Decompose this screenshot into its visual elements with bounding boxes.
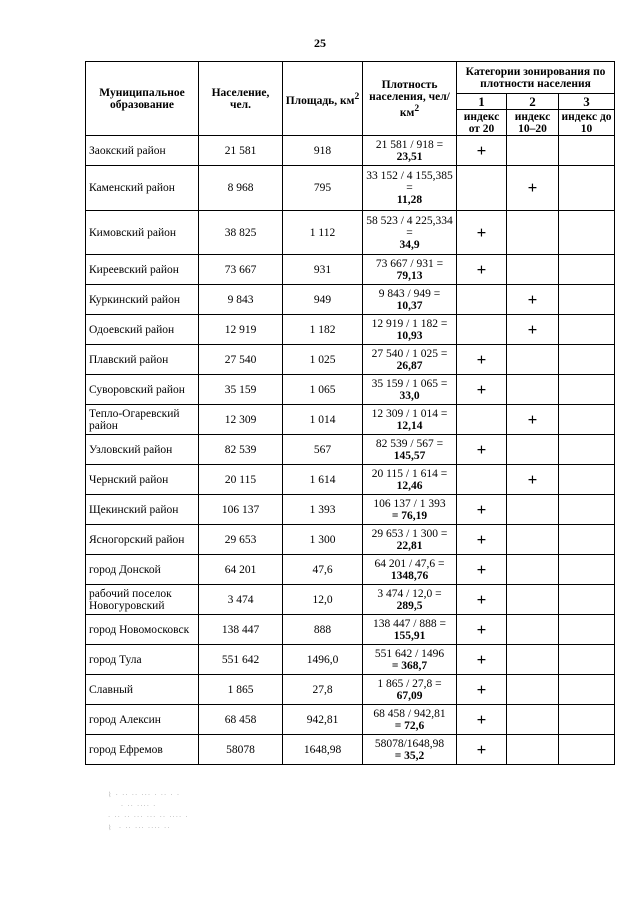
- table-row: [86, 345, 615, 375]
- density-cell: [363, 615, 457, 645]
- population-cell: 12 919: [199, 315, 283, 345]
- category-1-mark: +: [457, 735, 507, 765]
- category-2-mark: +: [507, 285, 559, 315]
- municipality-cell: город Новомосковск: [86, 615, 199, 645]
- density-formula: 33 152 / 4 155,385 =: [366, 170, 453, 194]
- table-row: [86, 211, 615, 255]
- category-3-mark: [559, 645, 615, 675]
- density-formula: 12 309 / 1 014 =: [371, 407, 448, 420]
- population-cell: 551 642: [199, 645, 283, 675]
- density-value: 155,91: [393, 629, 426, 642]
- municipality-cell: Заокский район: [86, 136, 199, 166]
- table-row: [86, 675, 615, 705]
- density-value: 10,37: [396, 299, 423, 312]
- area-cell: 918: [283, 136, 363, 166]
- population-cell: 8 968: [199, 166, 283, 211]
- table-row: [86, 255, 615, 285]
- area-cell: 888: [283, 615, 363, 645]
- area-cell: 795: [283, 166, 363, 211]
- category-1-mark: +: [457, 675, 507, 705]
- density-cell: [363, 735, 457, 765]
- category-2-mark: [507, 705, 559, 735]
- area-cell: 931: [283, 255, 363, 285]
- category-3-mark: [559, 495, 615, 525]
- density-formula: 20 115 / 1 614 =: [371, 467, 448, 480]
- density-cell: [363, 315, 457, 345]
- density-value: 145,57: [393, 449, 426, 462]
- category-1-mark: [457, 166, 507, 211]
- density-cell: [363, 211, 457, 255]
- table-row: [86, 735, 615, 765]
- population-cell: 3 474: [199, 585, 283, 615]
- table-row: [86, 555, 615, 585]
- table-row: [86, 315, 615, 345]
- category-2-mark: +: [507, 405, 559, 435]
- density-value: 33,0: [399, 389, 420, 402]
- density-value: 34,9: [399, 238, 420, 251]
- area-cell: 1 065: [283, 375, 363, 405]
- density-formula: 12 919 / 1 182 =: [371, 317, 448, 330]
- municipality-cell: город Тула: [86, 645, 199, 675]
- density-formula: 138 447 / 888 =: [373, 617, 446, 630]
- density-formula: 29 653 / 1 300 =: [371, 527, 448, 540]
- category-3-mark: [559, 345, 615, 375]
- density-value: = 35,2: [394, 749, 425, 762]
- density-value: 22,81: [396, 539, 423, 552]
- municipality-cell: Суворовский район: [86, 375, 199, 405]
- density-value: = 76,19: [391, 509, 428, 522]
- density-cell: [363, 285, 457, 315]
- municipality-cell: Узловский район: [86, 435, 199, 465]
- density-formula: 58 523 / 4 225,334 =: [366, 214, 453, 239]
- category-3-mark: [559, 705, 615, 735]
- density-cell: [363, 375, 457, 405]
- density-formula: 27 540 / 1 025 =: [371, 347, 448, 360]
- category-2-mark: [507, 435, 559, 465]
- municipality-cell: Щекинский район: [86, 495, 199, 525]
- category-2-mark: [507, 375, 559, 405]
- area-cell: 949: [283, 285, 363, 315]
- category-1-mark: +: [457, 211, 507, 255]
- area-cell: 1 393: [283, 495, 363, 525]
- density-cell: [363, 166, 457, 211]
- category-1-mark: +: [457, 555, 507, 585]
- population-cell: 9 843: [199, 285, 283, 315]
- table-row: [86, 166, 615, 211]
- category-2-mark: +: [507, 465, 559, 495]
- population-cell: 106 137: [199, 495, 283, 525]
- category-1-mark: +: [457, 435, 507, 465]
- header-area: Площадь, $км^2$: [283, 62, 363, 136]
- population-cell: 27 540: [199, 345, 283, 375]
- population-cell: 58078: [199, 735, 283, 765]
- density-value: 11,28: [396, 194, 423, 206]
- density-value: 10,93: [396, 329, 423, 342]
- density-cell: [363, 465, 457, 495]
- municipality-cell: Славный: [86, 675, 199, 705]
- municipality-cell: город Донской: [86, 555, 199, 585]
- municipality-cell: Одоевский район: [86, 315, 199, 345]
- category-3-mark: [559, 525, 615, 555]
- density-value: 1348,76: [390, 569, 429, 582]
- area-cell: 47,6: [283, 555, 363, 585]
- density-cell: [363, 645, 457, 675]
- density-cell: [363, 136, 457, 166]
- table-row: [86, 375, 615, 405]
- table-row: [86, 615, 615, 645]
- area-cell: 1 025: [283, 345, 363, 375]
- table-row: [86, 585, 615, 615]
- municipality-cell: Куркинский район: [86, 285, 199, 315]
- category-3-mark: [559, 211, 615, 255]
- category-2-mark: [507, 345, 559, 375]
- density-formula: 82 539 / 567 =: [375, 437, 444, 450]
- population-cell: 12 309: [199, 405, 283, 435]
- table-row: [86, 136, 615, 166]
- area-cell: 1496,0: [283, 645, 363, 675]
- header-municipality: Муниципальное образование: [86, 62, 199, 136]
- category-2-mark: [507, 136, 559, 166]
- population-cell: 82 539: [199, 435, 283, 465]
- area-cell: 12,0: [283, 585, 363, 615]
- category-1-mark: +: [457, 705, 507, 735]
- density-value: = 368,7: [391, 659, 428, 672]
- municipality-cell: Тепло-Огаревский район: [86, 405, 199, 435]
- table-row: [86, 495, 615, 525]
- category-3-mark: [559, 285, 615, 315]
- page-number: 25: [314, 36, 326, 50]
- population-cell: 21 581: [199, 136, 283, 166]
- population-cell: 38 825: [199, 211, 283, 255]
- category-2-mark: [507, 735, 559, 765]
- category-2-mark: [507, 615, 559, 645]
- density-cell: [363, 345, 457, 375]
- header-cat-1: 1: [457, 94, 507, 110]
- category-3-mark: [559, 555, 615, 585]
- density-value: 79,13: [396, 269, 423, 282]
- density-table: [85, 61, 615, 765]
- category-1-mark: [457, 285, 507, 315]
- municipality-cell: Каменский район: [86, 166, 199, 211]
- density-cell: [363, 525, 457, 555]
- area-cell: 27,8: [283, 675, 363, 705]
- population-cell: 20 115: [199, 465, 283, 495]
- density-formula: 551 642 / 1496: [374, 647, 445, 660]
- category-3-mark: [559, 615, 615, 645]
- density-formula: 68 458 / 942,81: [373, 707, 446, 720]
- density-value: 12,46: [396, 479, 423, 492]
- density-cell: [363, 405, 457, 435]
- category-2-mark: [507, 675, 559, 705]
- municipality-cell: город Алексин: [86, 705, 199, 735]
- table-row: [86, 705, 615, 735]
- signature-stamp: ⌇ · ·· ·· ··· · ·· · · · ·· ···· · · ·· ·· ··· ··· ·· ···· · ⌇ · ·· ··· ···· ··: [108, 791, 189, 832]
- category-2-mark: [507, 555, 559, 585]
- density-cell: [363, 705, 457, 735]
- density-value: 67,09: [396, 689, 423, 702]
- municipality-cell: город Ефремов: [86, 735, 199, 765]
- area-cell: 1648,98: [283, 735, 363, 765]
- table-row: [86, 465, 615, 495]
- category-1-mark: +: [457, 615, 507, 645]
- density-value: = 72,6: [394, 719, 425, 732]
- density-cell: [363, 585, 457, 615]
- density-value: 23,51: [396, 150, 423, 163]
- population-cell: 68 458: [199, 705, 283, 735]
- density-formula: 73 667 / 931 =: [375, 257, 444, 270]
- category-1-mark: [457, 465, 507, 495]
- category-3-mark: [559, 255, 615, 285]
- header-density: Плотность населения, чел/$км^2$: [363, 62, 457, 136]
- area-cell: 567: [283, 435, 363, 465]
- category-1-mark: +: [457, 495, 507, 525]
- category-1-mark: +: [457, 525, 507, 555]
- municipality-cell: Плавский район: [86, 345, 199, 375]
- table-row: [86, 405, 615, 435]
- category-3-mark: [559, 136, 615, 166]
- municipality-cell: Чернский район: [86, 465, 199, 495]
- density-formula: 9 843 / 949 =: [378, 287, 441, 300]
- area-cell: 1 300: [283, 525, 363, 555]
- category-1-mark: +: [457, 136, 507, 166]
- category-3-mark: [559, 405, 615, 435]
- density-value: 12,14: [396, 419, 423, 432]
- area-cell: 942,81: [283, 705, 363, 735]
- area-cell: 1 014: [283, 405, 363, 435]
- category-2-mark: [507, 495, 559, 525]
- header-cat-1-label: индекс от 20: [457, 110, 507, 136]
- municipality-cell: Киреевский район: [86, 255, 199, 285]
- category-3-mark: [559, 375, 615, 405]
- category-1-mark: +: [457, 585, 507, 615]
- density-formula: 1 865 / 27,8 =: [377, 677, 442, 690]
- population-cell: 73 667: [199, 255, 283, 285]
- municipality-cell: Кимовский район: [86, 211, 199, 255]
- category-1-mark: [457, 405, 507, 435]
- category-2-mark: [507, 255, 559, 285]
- category-2-mark: +: [507, 166, 559, 211]
- category-1-mark: +: [457, 645, 507, 675]
- header-cat-3-label: индекс до 10: [559, 110, 615, 136]
- population-cell: 35 159: [199, 375, 283, 405]
- category-2-mark: [507, 585, 559, 615]
- category-1-mark: +: [457, 255, 507, 285]
- header-cat-3: 3: [559, 94, 615, 110]
- category-3-mark: [559, 585, 615, 615]
- population-cell: 29 653: [199, 525, 283, 555]
- category-2-mark: [507, 645, 559, 675]
- municipality-cell: рабочий поселок Новогуровский: [86, 585, 199, 615]
- density-formula: 58078/1648,98: [374, 737, 445, 750]
- table-row: [86, 435, 615, 465]
- header-population: Население, чел.: [199, 62, 283, 136]
- density-cell: [363, 255, 457, 285]
- category-1-mark: +: [457, 375, 507, 405]
- density-formula: 106 137 / 1 393: [373, 497, 446, 510]
- header-cat-2: 2: [507, 94, 559, 110]
- category-3-mark: [559, 435, 615, 465]
- category-3-mark: [559, 315, 615, 345]
- category-1-mark: [457, 315, 507, 345]
- table-row: [86, 525, 615, 555]
- table-row: [86, 285, 615, 315]
- density-value: 289,5: [396, 599, 423, 612]
- density-formula: 64 201 / 47,6 =: [374, 557, 445, 570]
- density-cell: [363, 435, 457, 465]
- density-formula: 21 581 / 918 =: [375, 138, 444, 151]
- header-zoning: Категории зонирования по плотности населения: [457, 62, 615, 94]
- category-2-mark: [507, 211, 559, 255]
- category-2-mark: [507, 525, 559, 555]
- area-cell: 1 614: [283, 465, 363, 495]
- density-formula: 35 159 / 1 065 =: [371, 377, 448, 390]
- category-2-mark: +: [507, 315, 559, 345]
- density-value: 26,87: [396, 359, 423, 372]
- category-3-mark: [559, 735, 615, 765]
- category-3-mark: [559, 675, 615, 705]
- density-formula: 3 474 / 12,0 =: [377, 587, 442, 600]
- category-1-mark: +: [457, 345, 507, 375]
- header-cat-2-label: индекс 10–20: [507, 110, 559, 136]
- category-3-mark: [559, 465, 615, 495]
- density-cell: [363, 495, 457, 525]
- density-cell: [363, 555, 457, 585]
- area-cell: 1 182: [283, 315, 363, 345]
- table-row: [86, 645, 615, 675]
- density-cell: [363, 675, 457, 705]
- municipality-cell: Ясногорский район: [86, 525, 199, 555]
- population-cell: 138 447: [199, 615, 283, 645]
- category-3-mark: [559, 166, 615, 211]
- area-cell: 1 112: [283, 211, 363, 255]
- population-cell: 64 201: [199, 555, 283, 585]
- population-cell: 1 865: [199, 675, 283, 705]
